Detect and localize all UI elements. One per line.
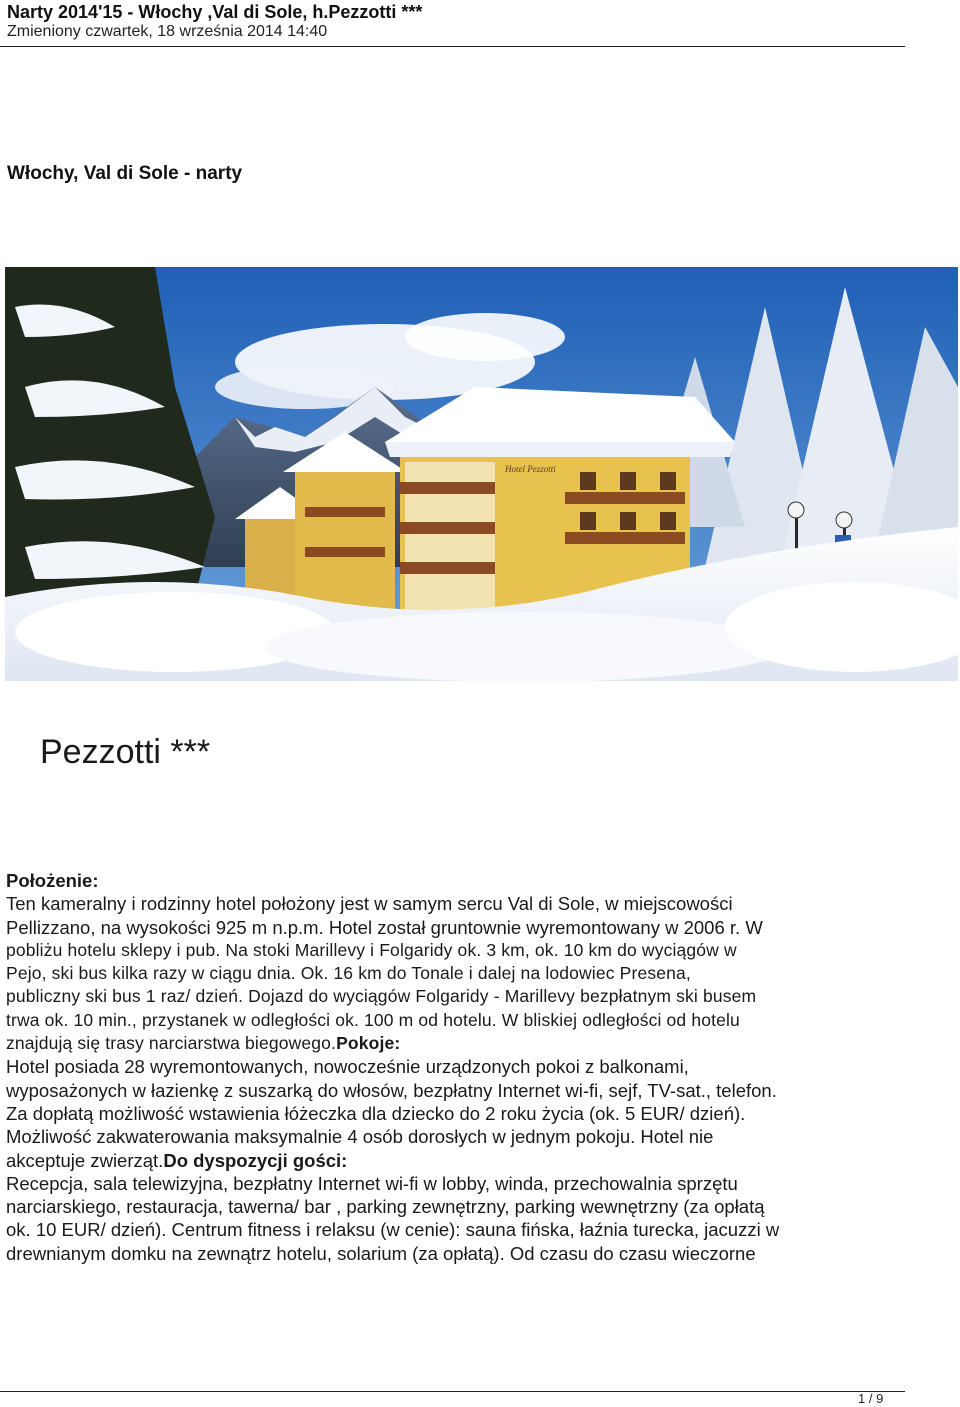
- location-line: trwa ok. 10 min., przystanek w odległości ok. 100 m od hotelu. W bliskiej odległości od hotelu: [6, 1009, 740, 1030]
- hotel-sign-text: Hotel Pezzotti: [505, 464, 556, 474]
- page-number: 1 / 9: [858, 1391, 884, 1406]
- rooms-line: Możliwość zakwaterowania maksymalnie 4 osób dorosłych w jednym pokoju. Hotel nie: [6, 1126, 714, 1148]
- modified-date: Zmieniony czwartek, 18 września 2014 14:40: [7, 23, 328, 40]
- rooms-heading: Pokoje:: [336, 1033, 401, 1054]
- document-title: Narty 2014'15 - Włochy ,Val di Sole, h.Pezzotti ***: [7, 2, 423, 22]
- location-line: Pellizzano, na wysokości 925 m n.p.m. Hotel został gruntownie wyremontowany w 2006 r. W: [6, 916, 763, 938]
- article-body: [6, 869, 911, 1265]
- document-header: [0, 0, 960, 48]
- hotel-photo-illustration: [5, 267, 958, 681]
- location-line: publiczny ski bus 1 raz/ dzień. Dojazd do wyciągów Folgaridy - Marillevy bezpłatnym ski busem: [6, 986, 757, 1007]
- section-title: Włochy, Val di Sole - narty: [7, 163, 243, 184]
- footer-divider: [0, 1391, 905, 1392]
- location-line: Ten kameralny i rodzinny hotel położony jest w samym sercu Val di Sole, w miejscowości: [6, 893, 733, 915]
- header-divider: [0, 46, 905, 47]
- rooms-line: akceptuje zwierząt.: [6, 1149, 164, 1171]
- location-heading: Położenie:: [6, 870, 99, 891]
- facilities-line: narciarskiego, restauracja, tawerna/ bar , parking zewnętrzny, parking wewnętrzny (za opłatą: [6, 1196, 765, 1218]
- facilities-line: ok. 10 EUR/ dzień). Centrum fitness i relaksu (w cenie): sauna fińska, łaźnia turecka, jacuzzi w: [6, 1219, 780, 1241]
- location-line: pobliżu hotelu sklepy i pub. Na stoki Marillevy i Folgaridy ok. 3 km, ok. 10 km do wyciągów w: [6, 939, 737, 960]
- rooms-line: wyposażonych w łazienkę z suszarką do włosów, bezpłatny Internet wi-fi, sejf, TV-sat., telefon.: [6, 1079, 777, 1101]
- facilities-line: Recepcja, sala telewizyjna, bezpłatny Internet wi-fi w lobby, winda, przechowalnia sprzętu: [6, 1172, 738, 1194]
- facilities-heading: Do dyspozycji gości:: [163, 1149, 348, 1171]
- location-line: znajdują się trasy narciarstwa biegowego.: [6, 1033, 337, 1054]
- rooms-line: Hotel posiada 28 wyremontowanych, nowocześnie urządzonych pokoi z balkonami,: [6, 1056, 689, 1078]
- hotel-photo: [5, 267, 958, 681]
- hotel-name: Pezzotti ***: [40, 733, 211, 771]
- rooms-line: Za dopłatą możliwość wstawienia łóżeczka dla dziecko do 2 roku życia (ok. 5 EUR/ dzień).: [6, 1102, 746, 1124]
- facilities-line: drewnianym domku na zewnątrz hotelu, solarium (za opłatą). Od czasu do czasu wieczorne: [6, 1242, 756, 1264]
- location-line: Pejo, ski bus kilka razy w ciągu dnia. Ok. 16 km do Tonale i dalej na lodowiec Presena,: [6, 963, 691, 984]
